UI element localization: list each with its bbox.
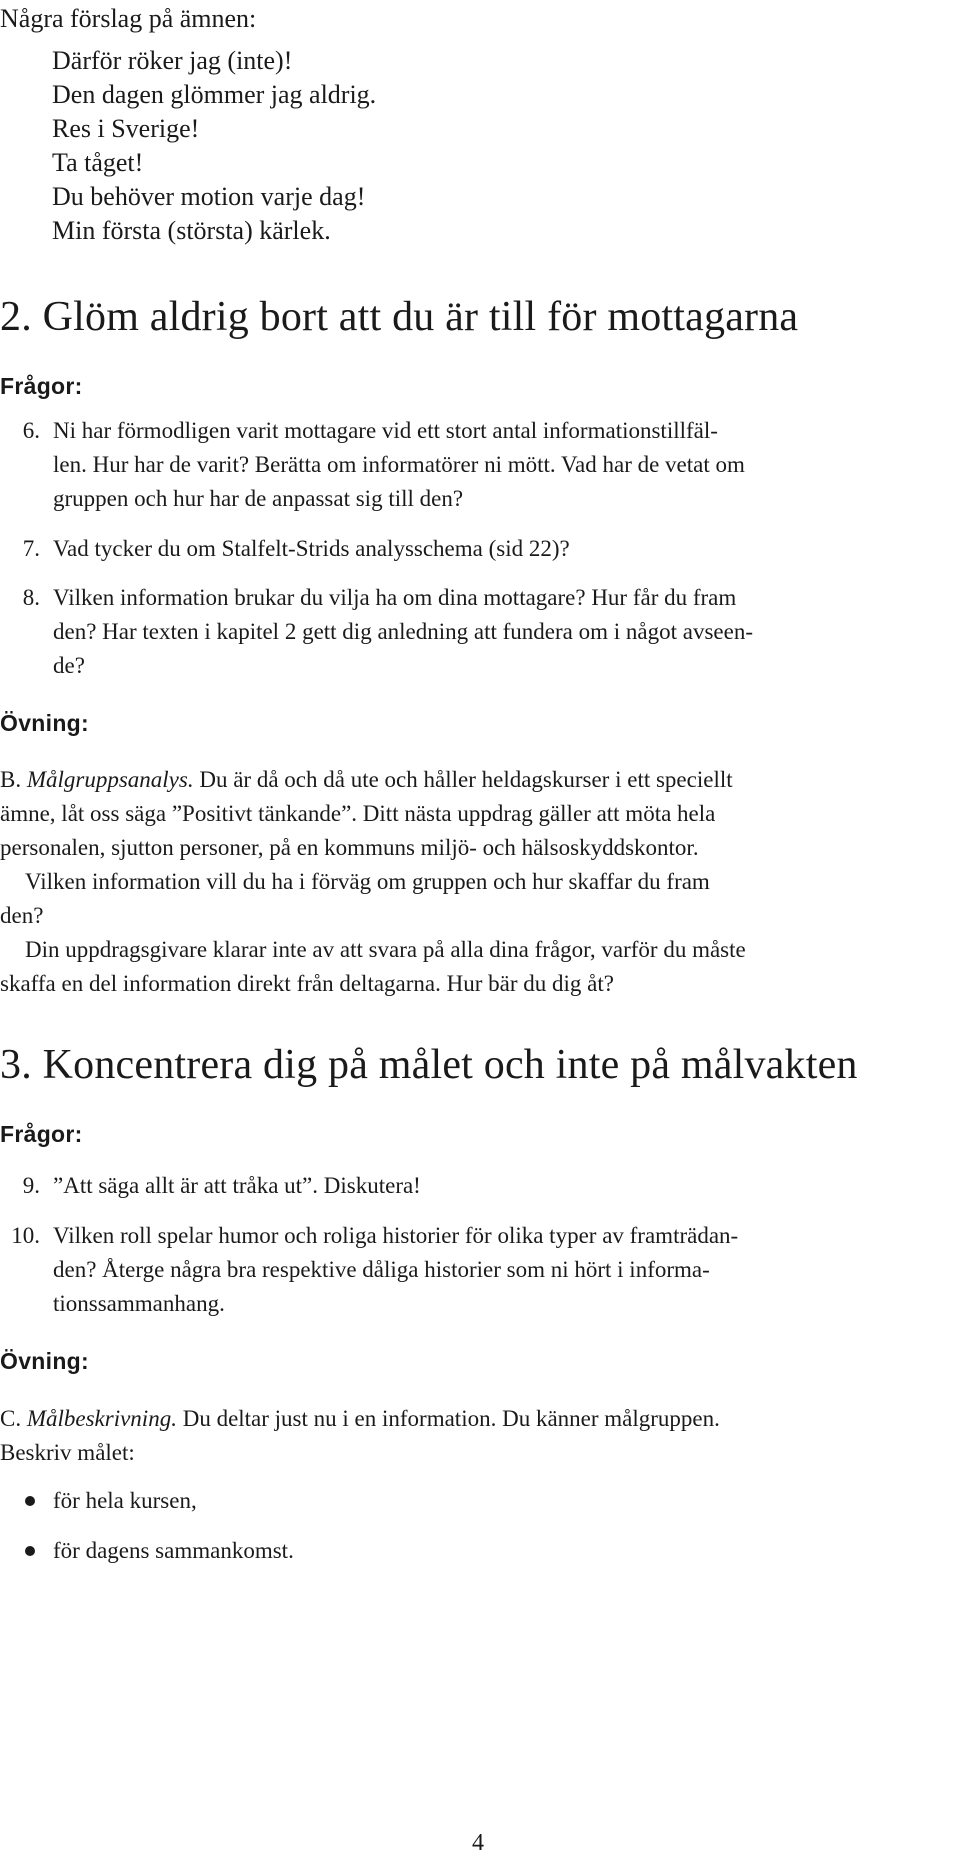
questions-label: Frågor: — [0, 1121, 83, 1147]
question-number: 9. — [22, 1173, 40, 1198]
exercise-line: skaffa en del information direkt från deltagarna. Hur bär du dig åt? — [0, 971, 614, 996]
bullet-item: för dagens sammankomst. — [53, 1538, 294, 1563]
page-number: 4 — [472, 1830, 484, 1856]
question-number: 10. — [11, 1223, 40, 1248]
exercise-line: personalen, sjutton personer, på en kommuns miljö- och hälsoskyddskontor. — [0, 835, 699, 860]
suggestions-intro: Några förslag på ämnen: — [0, 4, 257, 33]
exercise-line: Beskriv målet: — [0, 1440, 135, 1465]
question-line: Ni har förmodligen varit mottagare vid ett stort antal informationstillfäl- — [53, 418, 718, 443]
exercise-text: Du är då och då ute och håller heldagskurser i ett speciellt — [199, 767, 733, 792]
question-number: 6. — [22, 418, 40, 443]
question-line: de? — [53, 653, 85, 678]
question-number: 8. — [22, 585, 40, 610]
suggestion-item: Ta tåget! — [52, 148, 144, 177]
suggestion-item: Du behöver motion varje dag! — [52, 182, 366, 211]
section-heading: 3. Koncentrera dig på målet och inte på målvakten — [0, 1042, 858, 1088]
suggestion-item: Res i Sverige! — [52, 114, 200, 143]
exercise-title: Målbeskrivning. — [26, 1406, 177, 1431]
question-line: Vilken roll spelar humor och roliga historier för olika typer av framträdan- — [53, 1223, 739, 1248]
exercise-first-line — [0, 763, 733, 797]
exercise-line: ämne, låt oss säga ”Positivt tänkande”. Ditt nästa uppdrag gäller att möta hela — [0, 801, 716, 826]
question-line: gruppen och hur har de anpassat sig till den? — [53, 486, 464, 511]
exercise-line: den? — [0, 903, 44, 928]
exercise-title: Målgruppsanalys. — [26, 767, 194, 792]
bullet-icon — [25, 1546, 35, 1556]
exercise-prefix: C. — [0, 1406, 22, 1431]
question-line: den? Återge några bra respektive dåliga historier som ni hört i informa- — [53, 1257, 710, 1282]
question-line: den? Har texten i kapitel 2 gett dig anledning att fundera om i något avseen- — [53, 619, 753, 644]
exercise-prefix: B. — [0, 767, 22, 792]
suggestion-item: Den dagen glömmer jag aldrig. — [52, 80, 377, 109]
bullet-item: för hela kursen, — [53, 1488, 197, 1513]
question-line: ”Att säga allt är att tråka ut”. Diskutera! — [53, 1173, 421, 1198]
question-number: 7. — [22, 536, 40, 561]
bullet-icon — [25, 1496, 35, 1506]
suggestion-item: Därför röker jag (inte)! — [52, 46, 293, 75]
section-heading: 2. Glöm aldrig bort att du är till för mottagarna — [0, 294, 799, 340]
exercise-first-line — [0, 1402, 720, 1436]
exercise-line: Din uppdragsgivare klarar inte av att svara på alla dina frågor, varför du måste — [25, 937, 746, 962]
exercise-line: Vilken information vill du ha i förväg om gruppen och hur skaffar du fram — [25, 869, 710, 894]
questions-label: Frågor: — [0, 373, 83, 399]
exercise-text: Du deltar just nu i en information. Du känner målgruppen. — [182, 1406, 720, 1431]
exercise-label: Övning: — [0, 710, 89, 736]
exercise-label: Övning: — [0, 1348, 89, 1374]
question-line: len. Hur har de varit? Berätta om informatörer ni mött. Vad har de vetat om — [53, 452, 745, 477]
question-line: Vad tycker du om Stalfelt-Strids analysschema (sid 22)? — [53, 536, 570, 561]
question-line: Vilken information brukar du vilja ha om dina mottagare? Hur får du fram — [53, 585, 737, 610]
question-line: tionssammanhang. — [53, 1291, 225, 1316]
suggestion-item: Min första (största) kärlek. — [52, 216, 331, 245]
